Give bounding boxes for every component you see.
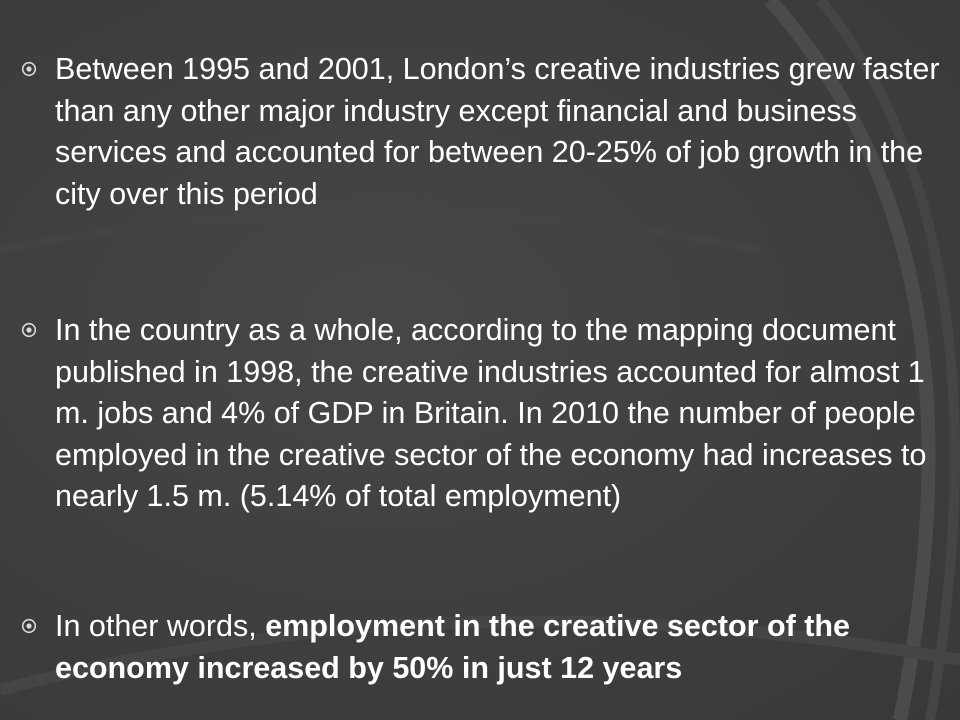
bullet-text-emphasis: employment in the creative sector of the economy increased by 50% in just 12 years [55,609,850,685]
circled-dot-bullet-icon [21,618,37,634]
bullet-text [55,606,950,689]
bullet-text: In the country as a whole, according to the mapping document published in 1998, the creative industries accounted for almost 1 m. jobs and 4% of GDP in Britain. In 2010 the number of people employed in the creative sector of the economy had increases to nearly 1.5 m. (5.14% of total employment) [55,313,927,513]
bullet-text: Between 1995 and 2001, London’s creative industries grew faster than any other major industry except financial and business services and accounted for between 20-25% of job growth in the city over this period [55,52,940,211]
circled-dot-bullet-icon [21,61,37,77]
circled-dot-bullet-icon [21,322,37,338]
bullet-text-intro: In other words, [55,609,266,643]
